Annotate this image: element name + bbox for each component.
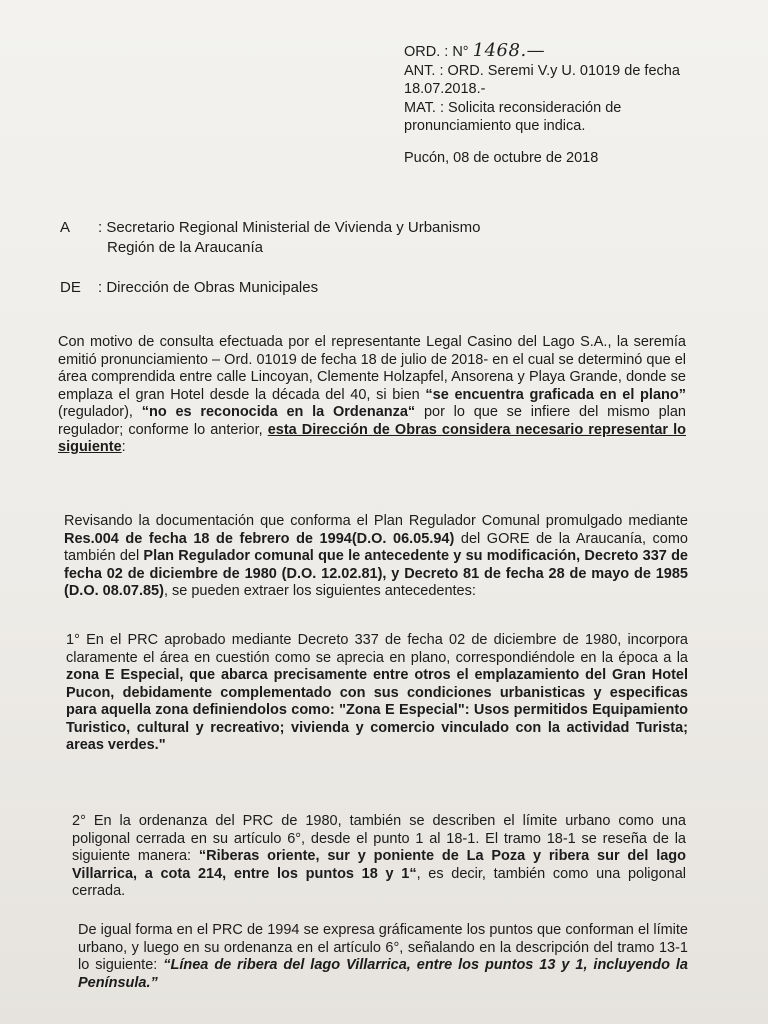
ord-line: [404, 42, 704, 62]
document-header: [404, 42, 704, 136]
ant-line: ANT. : ORD. Seremi V.y U. 01019 de fecha 18.07.2018.-: [404, 62, 680, 97]
paragraph-1: Con motivo de consulta efectuada por el representante Legal Casino del Lago S.A., la seremía emitió pronunciamiento – Ord. 01019 de fecha 18 de julio de 2018- en el cual se determinó que el área comprendida entre calle Lincoyan, Clemente Holzapfel, Ansorena y Playa Grande, donde se emplaza el gran Hotel desde la década del 40, si bien “se encuentra graficada en el plano” (regulador), “no es reconocida en la Ordenanza“ por lo que se infiere del mismo plan regulador; conforme lo anterior, esta Dirección de Obras considera necesario representar lo siguiente:: [58, 334, 687, 455]
paragraph-3: 1° En el PRC aprobado mediante Decreto 337 de fecha 02 de diciembre de 1980, incorpora claramente el área en cuestión como se aprecia en plano, correspondiéndole en la época a la zona E Especial, que abarca precisamente entre otros el emplazamiento del Gran Hotel Pucon, debidamente complementado con sus condiciones urbanisticas y especificas para aquella zona definiendolos como: "Zona E Especial": Usos permitidos Equipamiento Turistico, cultural y recreativo; vivienda y comercio vinculado con la actividad Turista; areas verdes.": [66, 632, 688, 753]
ord-number-handwritten: 1468.—: [472, 40, 546, 61]
paragraph-2: Revisando la documentación que conforma el Plan Regulador Comunal promulgado mediante Res.004 de fecha 18 de febrero de 1994(D.O. 06.05.94) del GORE de la Araucanía, como también del Plan Regulador comunal que le antecedente y su modificación, Decreto 337 de fecha 02 de diciembre de 1980 (D.O. 12.02.81), y Decreto 81 de fecha 28 de mayo de 1985 (D.O. 08.07.85), se pueden extraer los siguientes antecedentes:: [64, 513, 689, 599]
paragraph-4: 2° En la ordenanza del PRC de 1980, también se describen el límite urbano como una poligonal cerrada en su artículo 6°, desde el punto 1 al 18-1. El tramo 18-1 se reseña de la siguiente manera: “Riberas oriente, sur y poniente de La Poza y ribera sur del lago Villarrica, a cota 214, entre los puntos 18 y 1“, es decir, también como una poligonal cerrada.: [72, 813, 686, 899]
addressee-de-key: DE: [60, 279, 81, 296]
addressee-a-line2: Región de la Araucanía: [107, 239, 263, 256]
document-date: Pucón, 08 de octubre de 2018: [404, 150, 599, 166]
addressee-a-key: A: [60, 219, 71, 236]
addressee-de-value: : Dirección de Obras Municipales: [98, 279, 319, 296]
paragraph-5: De igual forma en el PRC de 1994 se expresa gráficamente los puntos que conforman el límite urbano, y luego en su ordenanza en el artículo 6°, señalando en la descripción del tramo 13-1 lo siguiente: “Línea de ribera del lago Villarrica, entre los puntos 13 y 1, incluyendo la Península.”: [78, 922, 688, 991]
mat-line: MAT. : Solicita reconsideración de pronunciamiento que indica.: [404, 99, 622, 134]
ord-label: ORD. : N°: [404, 44, 469, 60]
addressee-a-line1: : Secretario Regional Ministerial de Vivienda y Urbanismo: [98, 219, 481, 236]
